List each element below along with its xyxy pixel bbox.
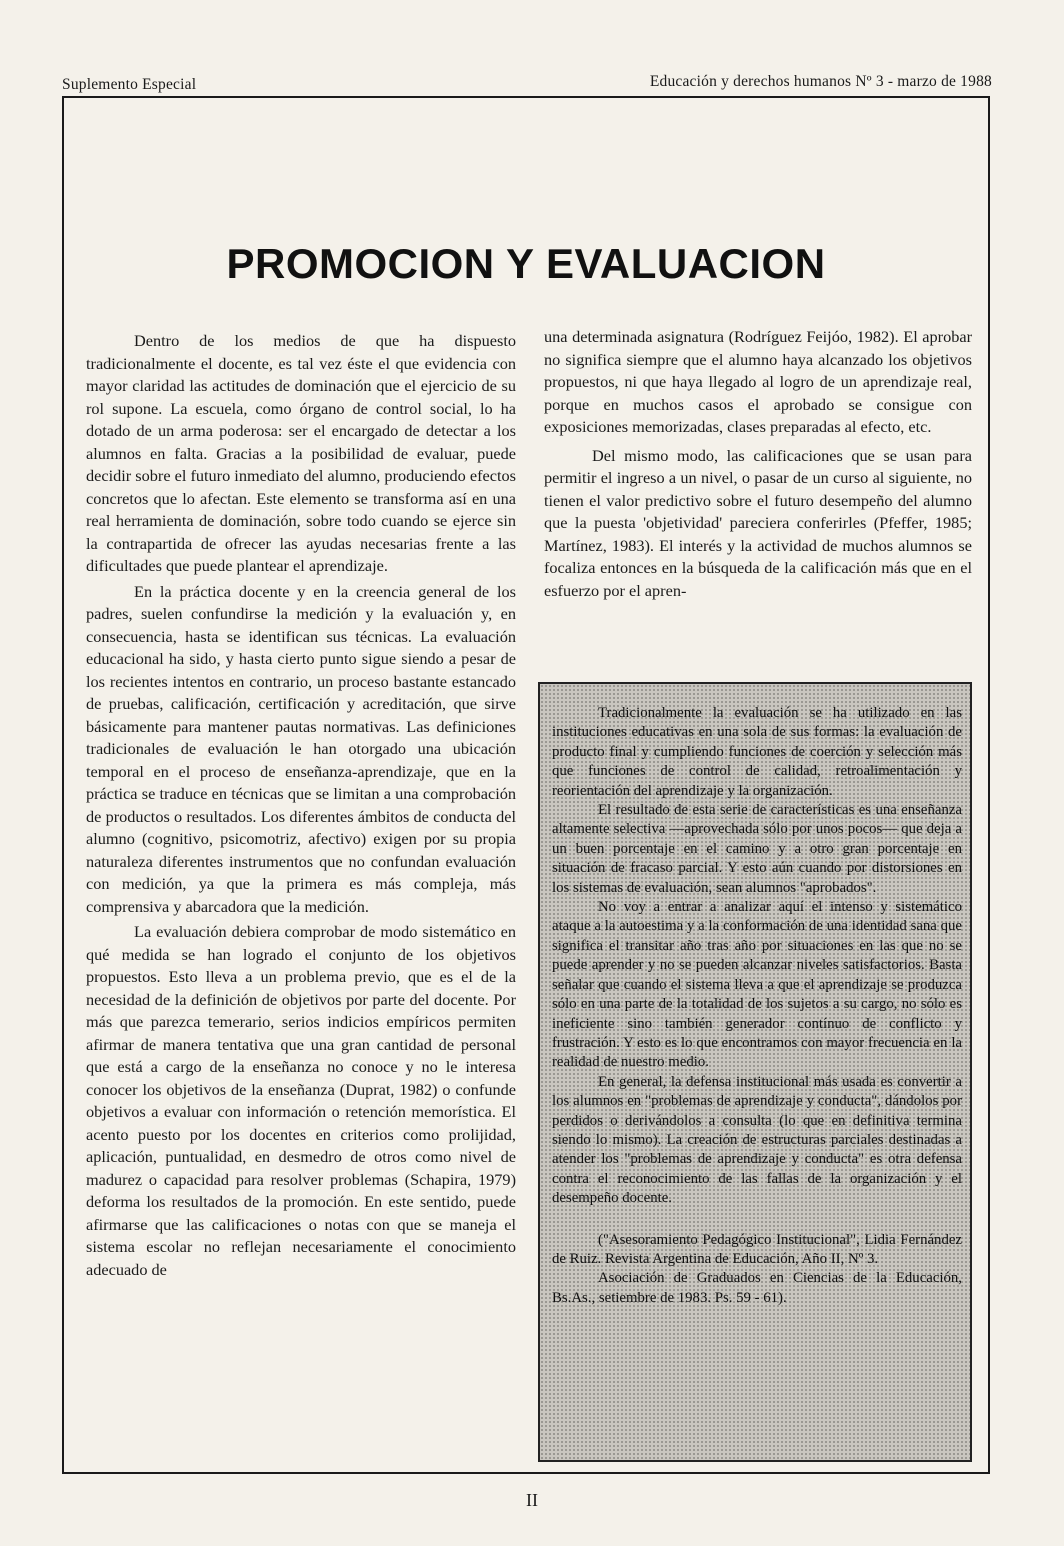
- quote-citation: ("Asesoramiento Pedagógico Institucional", Lidia Fernández de Ruiz. Revista Argentina de Educación, Año II, Nº 3.: [552, 1231, 962, 1267]
- running-header-left: Suplemento Especial: [62, 76, 197, 93]
- paragraph: En la práctica docente y en la creencia general de los padres, suelen confundirse la medición y la evaluación y, en consecuencia, hasta se identifican sus técnicas. La evaluación educacional ha sido, y hasta cierto punto sigue siendo a pesar de los recientes intentos en contrario, un proceso bastante estancado de pruebas, calificación, certificación y acreditación, que sirve básicamente para mantener pautas normativas. Las definiciones tradicionales de evaluación le han otorgado una ubicación temporal en el proceso de enseñanza-aprendizaje, que en la práctica se traduce en técnicas que se limitan a una comprobación de productos o resultados. Los diferentes ámbitos de conducta del alumno (cognitivo, psicomotriz, afectivo) exigen por su propia naturaleza diferentes instrumentos que no confundan evaluación con medición, ya que la primera es más compleja, más comprensiva y abarcadora que la medición.: [86, 581, 516, 916]
- quote-paragraph: Tradicionalmente la evaluación se ha utilizado en las instituciones educativas en una sola de sus formas: la evaluación de producto final y cumpliendo funciones de coerción y selección más que funciones de control de calidad, retroalimentación y reorientación del aprendizaje y la organización.: [552, 705, 962, 799]
- boxed-quote: [538, 682, 972, 1462]
- quote-paragraph: El resultado de esta serie de características es una enseñanza altamente selectiva —aprovechada sólo por unos pocos— que deja a un buen porcentaje en el camino y a otro gran porcentaje en situación de fracaso parcial. Y esto aún cuando por distorsiones en los sistemas de evaluación, sean alumnos "aprobados".: [552, 802, 962, 896]
- paragraph: Dentro de los medios de que ha dispuesto tradicionalmente el docente, es tal vez éste el que evidencia con mayor claridad las actitudes de dominación que el ejercicio de su rol supone. La escuela, como órgano de control social, lo ha dotado de un arma poderosa: ser el encargado de detectar a los alumnos en falta. Gracias a la posibilidad de evaluar, puede decidir sobre el futuro inmediato del alumno, produciendo efectos concretos que lo afectan. Este elemento se transforma así en una real herramienta de dominación, sobre todo cuando se ejerce sin la contrapartida de ofrecer las ayudas necesarias frente a las dificultades que puede plantear el aprendizaje.: [86, 331, 516, 575]
- right-column: [544, 326, 972, 602]
- quote-paragraph: En general, la defensa institucional más usada es convertir a los alumnos en "problemas de aprendizaje y conducta", dándolos por perdidos o derivándolos a consulta (lo que en definitiva termina siendo lo mismo). La creación de estructuras parciales destinadas a atender los "problemas de aprendizaje y conducta" es otra defensa contra el reconocimiento de las fallas de la organización y el desempeño docente.: [552, 1073, 962, 1207]
- quote-citation: Asociación de Graduados en Ciencias de la Educación, Bs.As., setiembre de 1983. Ps. 59 - 61).: [552, 1270, 962, 1306]
- article-title: PROMOCION Y EVALUACION: [226, 240, 826, 287]
- left-column: [86, 330, 516, 1281]
- running-header-right: Educación y derechos humanos Nº 3 - marzo de 1988: [649, 73, 992, 90]
- quote-paragraph: No voy a entrar a analizar aquí el intenso y sistemático ataque a la autoestima y a la conformación de una identidad sana que significa el transitar año tras año por situaciones en las que no se puede aprender y no se pueden alcanzar niveles satisfactorios. Basta señalar que cuando el sistema lleva a que el aprendizaje se produzca sólo en una parte de la totalidad de los sujetos a su cargo, no sólo es ineficiente sino también generador contínuo de conflicto y frustración. Y esto es lo que encontramos con mayor frecuencia en la realidad de nuestro medio.: [552, 899, 962, 1071]
- paragraph: una determinada asignatura (Rodríguez Feijóo, 1982). El aprobar no significa siempre que el alumno haya alcanzado los objetivos propuestos, ni que haya llegado al logro de un aprendizaje real, porque en muchos casos el aprobado se consigue con exposiciones memorizadas, clases preparadas al efecto, etc.: [544, 327, 972, 436]
- paragraph: Del mismo modo, las calificaciones que se usan para permitir el ingreso a un nivel, o pasar de un curso al siguiente, no tienen el valor predictivo sobre el futuro desempeño del alumno que la puesta 'objetividad' pareciera conferirles (Pfeffer, 1985; Martínez, 1983). El interés y la actividad de muchos alumnos se focaliza entonces en la búsqueda de la calificación más que en el esfuerzo por el apren-: [544, 445, 972, 600]
- paragraph: La evaluación debiera comprobar de modo sistemático en qué medida se han logrado el conjunto de los objetivos propuestos. Esto lleva a un problema previo, que es el de la necesidad de la definición de objetivos por parte del docente. Por más que parezca temerario, serios indicios empíricos permiten afirmar de manera tentativa que una gran cantidad de personal que está a cargo de la enseñanza no conoce y no le interesa conocer los objetivos de la enseñanza (Duprat, 1982) o confunde objetivos a evaluar con información o retención memorística. El acento puesto por los docentes en criterios como prolijidad, aplicación, puntualidad, en desmedro de otros como nivel de madurez o capacidad para resolver problemas (Schapira, 1979) deforma los resultados de la promoción. En este sentido, puede afirmarse que las calificaciones o notas con que se maneja el sistema escolar no reflejan necesariamente el conocimiento adecuado de: [86, 922, 516, 1279]
- page-number: II: [526, 1490, 538, 1510]
